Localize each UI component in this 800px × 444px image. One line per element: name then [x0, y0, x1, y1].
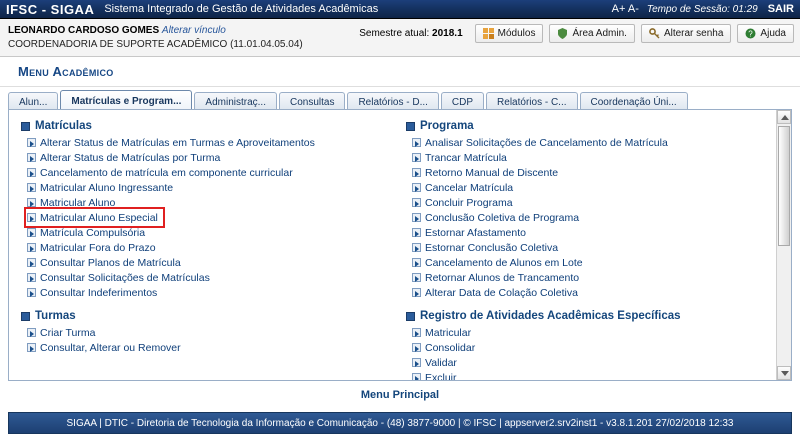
- link-alterar-status-matriculas-turma[interactable]: Alterar Status de Matrículas por Turma: [40, 151, 221, 164]
- semester-label: Semestre atual:: [359, 28, 430, 39]
- logout-link[interactable]: SAIR: [767, 3, 794, 15]
- bullet-square-icon: [406, 312, 415, 321]
- admin-area-button[interactable]: [549, 24, 634, 43]
- identity-bar: [0, 19, 800, 57]
- semester-info: [359, 28, 462, 39]
- group-matriculas: [21, 120, 394, 300]
- tab-administracao[interactable]: Administraç...: [194, 92, 277, 111]
- arrow-right-icon: [27, 328, 36, 337]
- link-matricular-aluno[interactable]: Matricular Aluno: [40, 196, 116, 209]
- link-conclusao-coletiva-programa[interactable]: Conclusão Coletiva de Programa: [425, 211, 580, 224]
- admin-area-button-label: Área Admin.: [572, 28, 627, 39]
- group-matriculas-label: Matrículas: [35, 120, 92, 132]
- list-item[interactable]: [412, 325, 779, 340]
- help-icon: [745, 28, 756, 39]
- list-item[interactable]: [27, 255, 394, 270]
- group-turmas-title: [21, 310, 394, 322]
- user-info: [8, 24, 303, 52]
- arrow-right-icon: [412, 373, 421, 381]
- group-programa: [406, 120, 779, 300]
- link-validar[interactable]: Validar: [425, 356, 457, 369]
- link-consultar-solicitacoes-matriculas[interactable]: Consultar Solicitações de Matrículas: [40, 271, 210, 284]
- list-item[interactable]: [412, 340, 779, 355]
- footer-text: SIGAA | DTIC - Diretoria de Tecnologia da Informação e Comunicação - (48) 3877-9000 | © IFSC | appserver2.srv2inst1 - v3.8.1.201 27/02/2018 12:33: [66, 417, 734, 429]
- user-unit: COORDENADORIA DE SUPORTE ACADÊMICO (11.01.04.05.04): [8, 38, 303, 50]
- list-item[interactable]: [412, 195, 779, 210]
- arrow-right-icon: [412, 328, 421, 337]
- scroll-down-icon[interactable]: [777, 366, 791, 380]
- arrow-right-icon: [27, 213, 36, 222]
- group-programa-list: [406, 135, 779, 300]
- arrow-right-icon: [412, 168, 421, 177]
- list-item[interactable]: [412, 370, 779, 381]
- identity-actions: [359, 24, 794, 43]
- group-registro-atividades-label: Registro de Atividades Acadêmicas Específicas: [420, 310, 681, 322]
- link-alterar-status-matriculas-turmas[interactable]: Alterar Status de Matrículas em Turmas e Aproveitamentos: [40, 136, 315, 149]
- link-matricular-aluno-ingressante[interactable]: Matricular Aluno Ingressante: [40, 181, 174, 194]
- arrow-right-icon: [412, 198, 421, 207]
- link-trancar-matricula[interactable]: Trancar Matrícula: [425, 151, 507, 164]
- link-matricular-atividade[interactable]: Matricular: [425, 326, 472, 339]
- page-title: [0, 57, 800, 87]
- list-item[interactable]: [412, 135, 779, 150]
- arrow-right-icon: [27, 273, 36, 282]
- scrollbar-thumb[interactable]: [778, 126, 790, 246]
- list-item[interactable]: [27, 225, 394, 240]
- list-item[interactable]: [27, 270, 394, 285]
- modules-icon: [483, 28, 494, 39]
- link-consultar-indeferimentos[interactable]: Consultar Indeferimentos: [40, 286, 158, 299]
- list-item[interactable]: [412, 240, 779, 255]
- link-consultar-alterar-remover[interactable]: Consultar, Alterar ou Remover: [40, 341, 181, 354]
- arrow-right-icon: [412, 183, 421, 192]
- change-password-button[interactable]: [641, 24, 731, 43]
- list-item[interactable]: [412, 270, 779, 285]
- link-retorno-manual-discente[interactable]: Retorno Manual de Discente: [425, 166, 559, 179]
- top-bar: [0, 0, 800, 19]
- list-item[interactable]: [412, 150, 779, 165]
- change-link-link[interactable]: Alterar vínculo: [161, 24, 226, 36]
- group-registro-atividades-title: [406, 310, 779, 322]
- user-line: [8, 24, 303, 38]
- list-item[interactable]: [27, 195, 394, 210]
- group-matriculas-title: [21, 120, 394, 132]
- link-criar-turma[interactable]: Criar Turma: [40, 326, 96, 339]
- system-title: Sistema Integrado de Gestão de Atividades Acadêmicas: [104, 3, 379, 15]
- group-turmas-label: Turmas: [35, 310, 76, 322]
- arrow-right-icon: [27, 228, 36, 237]
- list-item[interactable]: [27, 165, 394, 180]
- link-alterar-data-colacao-coletiva[interactable]: Alterar Data de Colação Coletiva: [425, 286, 578, 299]
- key-icon: [649, 28, 660, 39]
- link-excluir[interactable]: Excluir: [425, 371, 457, 381]
- arrow-right-icon: [412, 213, 421, 222]
- help-button-label: Ajuda: [760, 28, 786, 39]
- menu-column-left: [15, 120, 400, 374]
- list-item[interactable]: [27, 180, 394, 195]
- bullet-square-icon: [406, 122, 415, 131]
- session-timer: Tempo de Sessão: 01:29: [646, 3, 758, 15]
- link-estornar-conclusao-coletiva[interactable]: Estornar Conclusão Coletiva: [425, 241, 559, 254]
- link-cancelamento-matricula-componente[interactable]: Cancelamento de matrícula em componente curricular: [40, 166, 293, 179]
- arrow-right-icon: [412, 258, 421, 267]
- list-item[interactable]: [27, 325, 394, 340]
- arrow-right-icon: [412, 243, 421, 252]
- semester-value: 2018.1: [432, 28, 463, 39]
- list-item[interactable]: [412, 255, 779, 270]
- arrow-right-icon: [412, 138, 421, 147]
- arrow-right-icon: [412, 358, 421, 367]
- menu-panel: [8, 109, 792, 381]
- arrow-right-icon: [27, 243, 36, 252]
- tab-matriculas-e-programas[interactable]: Matrículas e Program...: [60, 90, 192, 111]
- arrow-right-icon: [412, 288, 421, 297]
- group-registro-atividades-list: [406, 325, 779, 381]
- list-item[interactable]: [27, 240, 394, 255]
- link-matricula-compulsoria[interactable]: Matrícula Compulsória: [40, 226, 146, 239]
- list-item-highlighted[interactable]: [27, 210, 162, 225]
- list-item[interactable]: [412, 285, 779, 300]
- arrow-right-icon: [412, 153, 421, 162]
- scroll-up-icon[interactable]: [777, 110, 791, 124]
- group-matriculas-list: [21, 135, 394, 300]
- group-turmas: [21, 310, 394, 355]
- link-consolidar[interactable]: Consolidar: [425, 341, 476, 354]
- main-menu-link-wrap: [0, 381, 800, 407]
- group-programa-title: [406, 120, 779, 132]
- tab-relatorios-d[interactable]: Relatórios - D...: [347, 92, 438, 111]
- list-item[interactable]: [412, 210, 779, 225]
- link-cancelar-matricula[interactable]: Cancelar Matrícula: [425, 181, 514, 194]
- panel-scrollbar[interactable]: [776, 110, 791, 380]
- list-item[interactable]: [27, 150, 394, 165]
- main-menu-link[interactable]: Menu Principal: [360, 389, 440, 401]
- arrow-right-icon: [412, 343, 421, 352]
- group-registro-atividades: [406, 310, 779, 381]
- arrow-right-icon: [27, 198, 36, 207]
- arrow-right-icon: [412, 228, 421, 237]
- menu-columns: [9, 110, 791, 380]
- modules-button-label: Módulos: [497, 28, 536, 39]
- list-item[interactable]: [412, 165, 779, 180]
- menu-column-right: [400, 120, 785, 381]
- tab-cdp[interactable]: CDP: [441, 92, 484, 111]
- link-analisar-solicitacoes-cancelamento[interactable]: Analisar Solicitações de Cancelamento de Matrícula: [425, 136, 668, 149]
- arrow-right-icon: [27, 343, 36, 352]
- change-password-button-label: Alterar senha: [663, 28, 724, 39]
- list-item[interactable]: [27, 340, 394, 355]
- tab-coordenacao-unica[interactable]: Coordenação Úni...: [580, 92, 688, 111]
- list-item[interactable]: [412, 355, 779, 370]
- arrow-right-icon: [27, 153, 36, 162]
- arrow-right-icon: [27, 288, 36, 297]
- tab-bar: [0, 89, 800, 111]
- tab-alunos[interactable]: Alun...: [8, 92, 58, 111]
- bullet-square-icon: [21, 312, 30, 321]
- bullet-square-icon: [21, 122, 30, 131]
- arrow-right-icon: [27, 183, 36, 192]
- app-brand: IFSC - SIGAA: [6, 1, 95, 17]
- list-item[interactable]: [412, 225, 779, 240]
- list-item[interactable]: [412, 180, 779, 195]
- arrow-right-icon: [27, 168, 36, 177]
- link-matricular-aluno-especial[interactable]: Matricular Aluno Especial: [40, 211, 158, 224]
- list-item[interactable]: [27, 285, 394, 300]
- shield-icon: [557, 28, 568, 39]
- link-estornar-afastamento[interactable]: Estornar Afastamento: [425, 226, 526, 239]
- svg-text:?: ?: [748, 29, 754, 39]
- link-matricular-fora-do-prazo[interactable]: Matricular Fora do Prazo: [40, 241, 156, 254]
- tab-consultas[interactable]: Consultas: [279, 92, 345, 111]
- link-concluir-programa[interactable]: Concluir Programa: [425, 196, 513, 209]
- page-title-text: Menu Acadêmico: [18, 64, 114, 79]
- user-name: LEONARDO CARDOSO GOMES: [8, 24, 160, 36]
- footer-bar: [8, 412, 792, 434]
- group-programa-label: Programa: [420, 120, 474, 132]
- arrow-right-icon: [412, 273, 421, 282]
- group-turmas-list: [21, 325, 394, 355]
- link-cancelamento-alunos-em-lote[interactable]: Cancelamento de Alunos em Lote: [425, 256, 583, 269]
- modules-button[interactable]: [475, 24, 544, 43]
- help-button[interactable]: [737, 24, 794, 43]
- font-size-controls[interactable]: A+ A-: [611, 3, 639, 15]
- list-item[interactable]: [27, 135, 394, 150]
- arrow-right-icon: [27, 258, 36, 267]
- link-consultar-planos-matricula[interactable]: Consultar Planos de Matrícula: [40, 256, 181, 269]
- arrow-right-icon: [27, 138, 36, 147]
- link-retornar-alunos-trancamento[interactable]: Retornar Alunos de Trancamento: [425, 271, 580, 284]
- tab-relatorios-c[interactable]: Relatórios - C...: [486, 92, 577, 111]
